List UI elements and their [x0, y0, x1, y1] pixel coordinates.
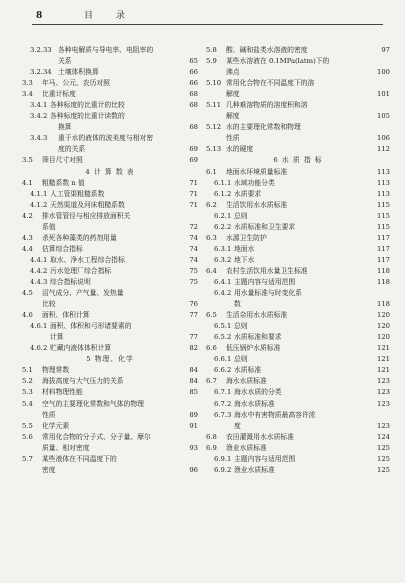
toc-entry — [22, 454, 198, 465]
toc-entry — [206, 111, 390, 122]
toc-entry — [206, 288, 390, 299]
toc-entry-number: 4.4.1 — [30, 255, 48, 264]
toc-entry-number: 6.7.2 — [214, 399, 232, 408]
toc-entry-page: 82 — [189, 344, 198, 353]
toc-entry-title: 重于水的液体的波美度与相对密 — [58, 134, 154, 143]
toc-entry-number: 6.2.2 — [214, 222, 232, 231]
toc-entry-title: 解度 — [226, 112, 240, 121]
toc-entry — [206, 255, 390, 266]
toc-entry — [22, 78, 198, 89]
toc-entry-title: 度的关系 — [58, 145, 86, 154]
toc-entry-number: 5.3 — [22, 388, 33, 397]
toc-entry-title: 渔业水质标准 — [226, 443, 267, 452]
toc-entry-number: 4.6.1 — [30, 322, 48, 331]
toc-entry-title: 常用化合物在不同温度下的溶 — [226, 79, 315, 88]
toc-entry-title: 水质标准 — [234, 366, 262, 375]
toc-entry-title: 密度 — [42, 465, 56, 474]
toc-entry — [22, 178, 198, 189]
toc-entry-page: 76 — [189, 300, 198, 309]
toc-entry — [22, 266, 198, 277]
toc-entry-title: 农村生活饮用水量卫生标准 — [226, 266, 308, 275]
toc-entry-page: 68 — [189, 90, 198, 99]
toc-entry-number: 5.5 — [22, 421, 33, 430]
toc-entry — [206, 443, 390, 454]
toc-entry-title: 筛目尺寸对照 — [42, 156, 83, 165]
toc-entry — [206, 421, 390, 432]
toc-entry-number: 6.6 — [206, 344, 217, 353]
toc-entry-number: 6.6.2 — [214, 366, 232, 375]
toc-entry-number: 6.1.2 — [214, 189, 232, 198]
toc-entry-page: 77 — [189, 333, 198, 342]
toc-left-column — [22, 45, 198, 476]
toc-entry — [206, 167, 390, 178]
toc-entry-number: 5.10 — [206, 79, 222, 88]
toc-entry-title: 各种标度的比重计读数的 — [50, 112, 125, 121]
toc-entry-page: 117 — [377, 233, 390, 242]
toc-entry-page: 74 — [189, 233, 198, 242]
toc-entry — [22, 122, 198, 133]
toc-entry-page: 65 — [189, 57, 198, 66]
toc-entry — [206, 465, 390, 476]
toc-entry-title: 杀死各种藻类的药剂用量 — [42, 233, 117, 242]
toc-entry-number: 6.7 — [206, 377, 217, 386]
toc-entry-title: 系值 — [42, 222, 56, 231]
toc-entry-number: 6.3.1 — [214, 244, 232, 253]
toc-entry-number: 4.4.2 — [30, 266, 48, 275]
toc-entry — [22, 277, 198, 288]
toc-entry — [206, 410, 390, 421]
toc-entry-title: 估算综合指标 — [42, 244, 83, 253]
toc-entry-title: 海拔高度与大气压力的关系 — [42, 377, 124, 386]
toc-entry-page: 115 — [377, 200, 390, 209]
toc-section-heading — [22, 354, 198, 365]
toc-entry — [22, 233, 198, 244]
toc-entry-page: 121 — [377, 366, 390, 375]
toc-entry-title: 年马、公元、农历对照 — [42, 79, 110, 88]
toc-entry — [22, 89, 198, 100]
toc-entry-title: 空气的主要理化常数和气体的物理 — [42, 399, 144, 408]
toc-entry-number: 5.11 — [206, 101, 222, 110]
toc-entry-number: 6.5.2 — [214, 333, 232, 342]
toc-entry-page: 113 — [377, 178, 390, 187]
toc-entry-number: 6.2.1 — [214, 211, 232, 220]
toc-entry — [22, 255, 198, 266]
toc-entry — [206, 144, 390, 155]
toc-entry-page: 71 — [189, 189, 198, 198]
toc-entry-title: 生活饮用水水质标准 — [226, 200, 288, 209]
toc-entry-page: 121 — [377, 344, 390, 353]
toc-entry-title: 水源卫生防护 — [226, 233, 267, 242]
toc-entry — [206, 332, 390, 343]
toc-entry-page: 117 — [377, 255, 390, 264]
toc-entry — [206, 178, 390, 189]
toc-entry-page: 113 — [377, 167, 390, 176]
toc-entry — [206, 78, 390, 89]
toc-entry-title: 渔业水质标准 — [234, 465, 275, 474]
toc-entry-title: 排水管管径与相应排放面积关 — [42, 211, 131, 220]
toc-entry-number: 4.1 — [22, 178, 33, 187]
toc-entry-number: 5.13 — [206, 145, 222, 154]
toc-entry — [22, 222, 198, 233]
toc-entry — [206, 321, 390, 332]
toc-entry-title: 性质 — [42, 410, 56, 419]
toc-section-heading-text: 5 物理、化学 — [86, 355, 134, 364]
toc-entry — [22, 133, 198, 144]
toc-entry-number: 3.4.2 — [30, 112, 48, 121]
toc-entry-page: 84 — [189, 366, 198, 375]
toc-entry-number: 5.12 — [206, 123, 222, 132]
toc-entry — [22, 410, 198, 421]
toc-entry-page: 100 — [377, 68, 390, 77]
toc-entry — [22, 189, 198, 200]
toc-entry — [206, 189, 390, 200]
toc-entry-page: 72 — [189, 222, 198, 231]
toc-entry-number: 6.3.2 — [214, 255, 232, 264]
toc-entry-title: 地面水环境质量标准 — [226, 167, 288, 176]
toc-entry — [22, 376, 198, 387]
toc-entry-number: 6.1 — [206, 167, 217, 176]
toc-entry-number: 6.5 — [206, 311, 217, 320]
toc-entry-page: 113 — [377, 189, 390, 198]
toc-entry — [22, 421, 198, 432]
toc-entry-title: 贮藏内液体体积计算 — [50, 344, 112, 353]
toc-entry-title: 总则 — [234, 322, 248, 331]
toc-entry — [206, 432, 390, 443]
toc-entry-title: 海水水质的分类 — [234, 388, 282, 397]
toc-entry-title: 农田灌溉用水水质标准 — [226, 432, 294, 441]
toc-entry-title: 材料物理性能 — [42, 388, 83, 397]
toc-entry — [206, 387, 390, 398]
toc-entry-page: 106 — [377, 134, 390, 143]
toc-entry-number: 3.5 — [22, 156, 33, 165]
toc-entry-title: 解度 — [226, 90, 240, 99]
toc-entry-page: 115 — [377, 211, 390, 220]
toc-entry-page: 77 — [189, 311, 198, 320]
page-number: 8 — [36, 11, 43, 21]
toc-entry-number: 5.6 — [22, 432, 33, 441]
toc-entry — [22, 387, 198, 398]
toc-entry-number: 3.4 — [22, 90, 33, 99]
toc-entry — [22, 56, 198, 67]
toc-entry-page: 124 — [377, 432, 390, 441]
toc-entry-title: 总则 — [234, 355, 248, 364]
toc-entry — [22, 244, 198, 255]
toc-entry-title: 某些液体在不同温度下的 — [42, 454, 117, 463]
toc-entry-title: 关系 — [58, 57, 72, 66]
toc-entry-page: 68 — [189, 101, 198, 110]
toc-entry-page: 74 — [189, 255, 198, 264]
toc-entry-title: 化学元素 — [42, 421, 70, 430]
toc-entry — [206, 365, 390, 376]
toc-entry-title: 某些水溶液在 0.1MPa(latm)下的 — [226, 57, 330, 66]
toc-entry-title: 总则 — [234, 211, 248, 220]
toc-entry-title: 生活杂用水水质标准 — [226, 311, 288, 320]
toc-entry — [22, 299, 198, 310]
toc-entry-number: 4.6.2 — [30, 344, 48, 353]
toc-entry-title: 地下水 — [234, 255, 255, 264]
toc-entry-title: 天然渠道及河床粗糙系数 — [50, 200, 125, 209]
toc-entry-page: 120 — [377, 311, 390, 320]
toc-entry-number: 6.4.1 — [214, 277, 232, 286]
toc-entry-title: 人工管渠粗糙系数 — [50, 189, 105, 198]
toc-entry-number: 5.8 — [206, 46, 217, 54]
toc-entry-page: 115 — [377, 222, 390, 231]
toc-section-heading-text: 4 计 算 数 表 — [85, 167, 135, 176]
toc-entry-title: 地面水 — [234, 244, 255, 253]
toc-entry-page: 101 — [377, 90, 390, 99]
toc-entry — [206, 354, 390, 365]
toc-entry-number: 3.4.3 — [30, 134, 48, 143]
toc-entry — [206, 399, 390, 410]
toc-entry-title: 几种难溶物质的溶度积和溶 — [226, 101, 308, 110]
toc-entry-page: 69 — [189, 145, 198, 154]
toc-entry-page: 105 — [377, 112, 390, 121]
toc-entry-page: 74 — [189, 244, 198, 253]
toc-entry-page: 118 — [377, 300, 390, 309]
toc-entry — [206, 376, 390, 387]
toc-entry — [22, 365, 198, 376]
toc-entry — [22, 111, 198, 122]
toc-entry-title: 水域功能分类 — [234, 178, 275, 187]
toc-entry-number: 4.1.2 — [30, 200, 48, 209]
toc-entry — [206, 133, 390, 144]
toc-entry-title: 综合指标说明 — [50, 277, 91, 286]
toc-entry-title: 水质要求 — [234, 189, 262, 198]
toc-section-heading — [206, 155, 390, 166]
toc-entry — [206, 299, 390, 310]
toc-entry — [22, 332, 198, 343]
toc-entry-title: 海水水质标准 — [226, 377, 267, 386]
toc-entry-page: 125 — [377, 465, 390, 474]
toc-entry-number: 3.2.34 — [30, 68, 52, 77]
toc-entry — [206, 45, 390, 56]
toc-entry-title: 海水中有害物质最高容许浓 — [234, 410, 316, 419]
toc-entry-number: 4.4.3 — [30, 277, 48, 286]
toc-entry-number: 6.2 — [206, 200, 217, 209]
toc-entry-number: 6.9.1 — [214, 454, 232, 463]
toc-entry-number: 4.3 — [22, 233, 33, 242]
toc-entry-page: 123 — [377, 377, 390, 386]
toc-entry — [22, 45, 198, 56]
toc-entry — [22, 443, 198, 454]
page-title: 目 录 — [84, 11, 135, 21]
toc-entry-title: 取水、净水工程综合指标 — [50, 255, 125, 264]
toc-entry-page: 89 — [189, 410, 198, 419]
toc-entry — [22, 100, 198, 111]
toc-entry — [22, 67, 198, 78]
toc-entry — [22, 310, 198, 321]
toc-entry-title: 各种标度的比重计的比较 — [50, 101, 125, 110]
toc-entry-number: 3.4.1 — [30, 101, 48, 110]
toc-entry-title: 海水水质标准 — [234, 399, 275, 408]
toc-entry — [206, 233, 390, 244]
toc-entry — [206, 89, 390, 100]
toc-entry — [206, 200, 390, 211]
page-header — [32, 10, 383, 25]
toc-entry-title: 低压锅炉水质标准 — [226, 344, 281, 353]
toc-entry — [22, 321, 198, 332]
toc-entry-number: 6.5.1 — [214, 322, 232, 331]
toc-entry-title: 性质 — [226, 134, 240, 143]
toc-entry-title: 水的硬度 — [226, 145, 254, 154]
toc-entry-number: 5.2 — [22, 377, 33, 386]
toc-entry — [206, 454, 390, 465]
toc-right-column — [206, 45, 390, 476]
toc-entry — [206, 122, 390, 133]
toc-entry-page: 123 — [377, 399, 390, 408]
toc-entry-title: 换算 — [58, 123, 72, 132]
toc-entry — [206, 100, 390, 111]
toc-entry — [22, 343, 198, 354]
toc-entry-number: 6.4.2 — [214, 289, 232, 298]
toc-entry-title: 水质标准和卫生要求 — [234, 222, 296, 231]
toc-entry-title: 污水处理厂综合指标 — [50, 266, 112, 275]
toc-entry — [206, 56, 390, 67]
toc-entry-number: 6.7.1 — [214, 388, 232, 397]
toc-entry-title: 沸点 — [226, 68, 240, 77]
toc-entry-page: 123 — [377, 421, 390, 430]
toc-entry — [206, 266, 390, 277]
toc-entry-page: 97 — [381, 46, 390, 54]
toc-entry-page: 66 — [189, 68, 198, 77]
toc-entry-title: 面积、体积和弓形诸要素的 — [50, 322, 132, 331]
toc-entry-number: 4.5 — [22, 289, 33, 298]
toc-entry-page: 96 — [189, 465, 198, 474]
toc-entry-number: 5.9 — [206, 57, 217, 66]
toc-entry-page: 75 — [189, 266, 198, 275]
toc-section-heading-text: 6 水 质 指 标 — [273, 156, 323, 165]
toc-entry-page: 71 — [189, 200, 198, 209]
toc-entry — [206, 343, 390, 354]
toc-entry-number: 4.4 — [22, 244, 33, 253]
toc-entry-title: 面积、体积计算 — [42, 311, 90, 320]
toc-entry-page: 85 — [189, 388, 198, 397]
toc-entry — [22, 465, 198, 476]
toc-entry — [206, 211, 390, 222]
toc-entry-page: 66 — [189, 79, 198, 88]
toc-entry-number: 5.4 — [22, 399, 33, 408]
toc-entry-title: 水质标准和要求 — [234, 333, 282, 342]
toc-entry-title: 常用化合物的分子式、分子量、摩尔 — [42, 432, 151, 441]
toc-entry-number: 6.3 — [206, 233, 217, 242]
toc-entry-title: 度 — [234, 421, 241, 430]
toc-entry-title: 比较 — [42, 300, 56, 309]
toc-entry — [22, 399, 198, 410]
toc-entry — [22, 288, 198, 299]
toc-entry-number: 6.7.3 — [214, 410, 232, 419]
toc-entry-page: 121 — [377, 355, 390, 364]
toc-entry — [206, 222, 390, 233]
toc-entry — [22, 211, 198, 222]
toc-entry-number: 4.1.1 — [30, 189, 48, 198]
toc-entry-number: 6.8 — [206, 432, 217, 441]
toc-entry-number: 5.7 — [22, 454, 33, 463]
toc-entry-number: 6.6.1 — [214, 355, 232, 364]
toc-entry-page: 125 — [377, 443, 390, 452]
toc-entry-page: 125 — [377, 454, 390, 463]
toc-entry-page: 75 — [189, 277, 198, 286]
toc-entry-number: 3.3 — [22, 79, 33, 88]
toc-entry-title: 用水量标准与时变化系 — [234, 289, 302, 298]
toc-entry-number: 6.1.1 — [214, 178, 232, 187]
toc-entry-title: 数 — [234, 300, 241, 309]
toc-entry-title: 质量、相对密度 — [42, 443, 90, 452]
toc-entry-title: 土壤体积换算 — [58, 68, 99, 77]
toc-entry-title: 水的主要理化常数和物理 — [226, 123, 301, 132]
toc-entry — [206, 244, 390, 255]
toc-entry-title: 酸、碱和盐类水溶液的密度 — [226, 46, 308, 54]
toc-entry-title: 粗糙系数 n 值 — [42, 178, 85, 187]
toc-entry-page: 118 — [377, 266, 390, 275]
toc-entry-title: 计算 — [50, 333, 64, 342]
toc-entry-number: 5.1 — [22, 366, 33, 375]
toc-entry-page: 117 — [377, 244, 390, 253]
toc-entry-page: 112 — [377, 145, 390, 154]
toc-entry-number: 4.2 — [22, 211, 33, 220]
toc-entry-number: 4.6 — [22, 311, 33, 320]
toc-entry-page: 123 — [377, 388, 390, 397]
toc-entry — [206, 277, 390, 288]
toc-entry-title: 比重计标度 — [42, 90, 76, 99]
toc-entry-page: 91 — [189, 421, 198, 430]
toc-entry-page: 84 — [189, 377, 198, 386]
toc-entry — [22, 155, 198, 166]
toc-entry-title: 沼气成分、产气量、发热量 — [42, 289, 124, 298]
toc-entry-page: 93 — [189, 443, 198, 452]
toc-entry-title: 主题内容与适用范围 — [234, 454, 296, 463]
toc-entry-page: 69 — [189, 156, 198, 165]
toc-entry — [22, 200, 198, 211]
toc-entry-number: 6.9.2 — [214, 465, 232, 474]
toc-entry-title: 物理常数 — [42, 366, 70, 375]
toc-entry — [22, 144, 198, 155]
toc-entry-page: 71 — [189, 178, 198, 187]
toc-entry-page: 120 — [377, 322, 390, 331]
toc-entry — [206, 67, 390, 78]
toc-entry — [206, 310, 390, 321]
toc-entry-title: 各种电解质与导电率、电阻率的 — [58, 46, 154, 54]
toc-entry-title: 主题内容与适用范围 — [234, 277, 296, 286]
toc-entry — [22, 432, 198, 443]
toc-entry-number: 3.2.33 — [30, 46, 52, 54]
toc-entry-number: 6.4 — [206, 266, 217, 275]
toc-entry-number: 6.9 — [206, 443, 217, 452]
toc-entry-page: 118 — [377, 277, 390, 286]
toc-section-heading — [22, 167, 198, 178]
toc-entry-page: 120 — [377, 333, 390, 342]
toc-entry-page: 68 — [189, 123, 198, 132]
